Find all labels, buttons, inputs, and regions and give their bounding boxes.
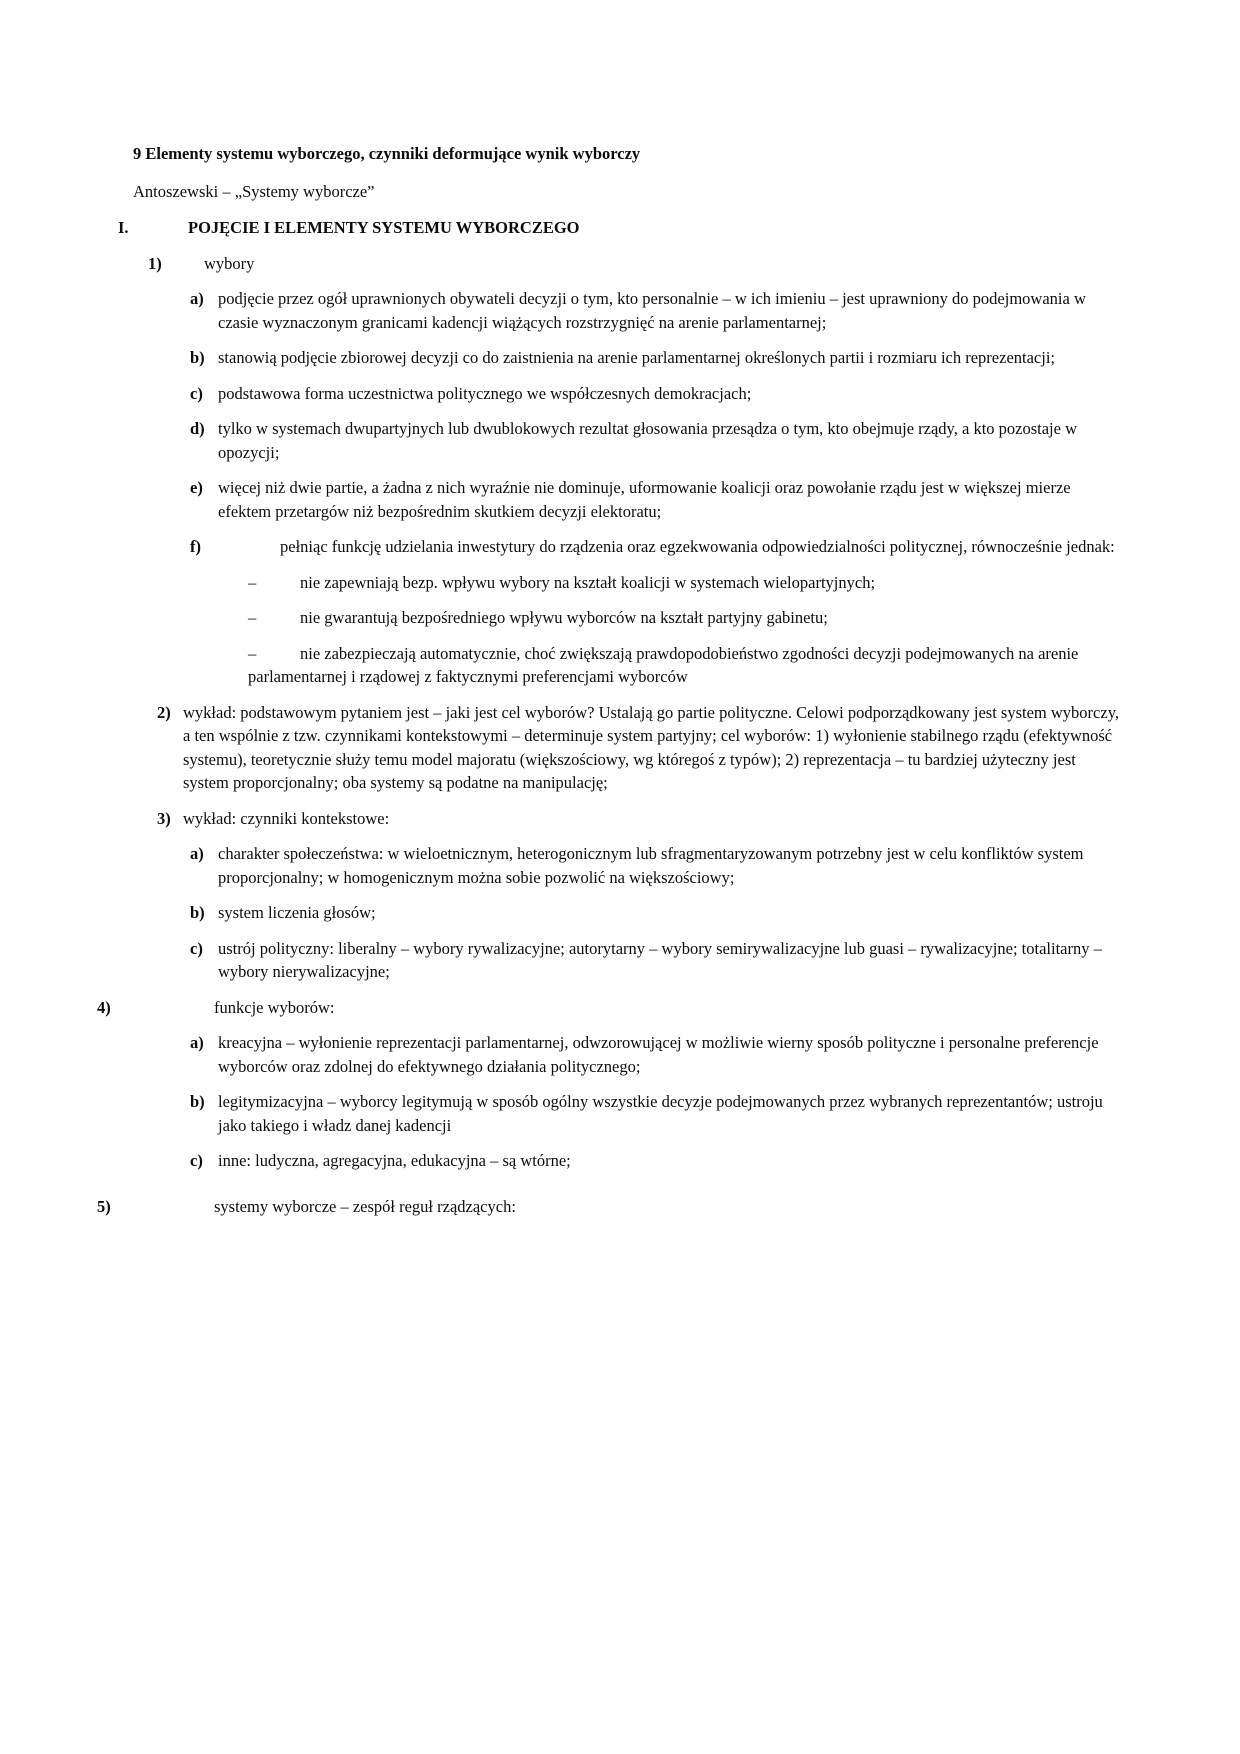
outline-item-label: 2) [157,702,171,722]
outline-item-label: a) [190,1033,204,1052]
outline-item-text: kreacyjna – wyłonienie reprezentacji parlamentarnej, odwzorowującej w możliwie wierny sposób polityczne i personalne preferencje wyborców oraz zdolnej do efektywnego działania politycznego; [218,1033,1099,1076]
outline-item-text: nie zabezpieczają automatycznie, choć zwiększają prawdopodobieństwo zgodności decyzji podejmowanych na arenie parlamentarnej i rządowej z faktycznymi preferencjami wyborców [248,643,1079,686]
outline-item-text: nie zapewniają bezp. wpływu wybory na kształt koalicji w systemach wielopartyjnych; [300,572,876,592]
outline-item-label: 1) [148,253,162,273]
outline-item-label: b) [190,903,205,922]
outline-item [0,901,1124,925]
outline-item-text: stanowią podjęcie zbiorowej decyzji co do zaistnienia na arenie parlamentarnej określonych partii i rozmiaru ich reprezentacji; [218,348,1056,367]
outline-item-text: funkcje wyborów: [214,997,335,1017]
outline-item [0,996,1124,1020]
outline-item-text: inne: ludyczna, agregacyjna, edukacyjna – są wtórne; [218,1151,571,1170]
outline-item [0,476,1124,523]
outline-item-label: a) [190,289,204,308]
outline-item [0,1195,1124,1219]
outline-item-text: pełniąc funkcję udzielania inwestytury do rządzenia oraz egzekwowania odpowiedzialności politycznej, równocześnie jednak: [280,537,1115,556]
outline-item-label: c) [190,1151,203,1170]
section-heading-text: POJĘCIE I ELEMENTY SYSTEMU WYBORCZEGO [188,218,580,237]
outline-item-text: charakter społeczeństwa: w wieloetnicznym, heterogonicznym lub sfragmentaryzowanym potrzebny jest w celu konfliktów system proporcjonalny; w homogenicznym można sobie pozwolić na większościowy; [218,844,1084,887]
outline-item [0,642,1124,689]
outline-item [0,346,1124,370]
outline-item-label: c) [190,938,203,958]
outline-item-text: wybory [204,253,255,273]
outline-item [0,382,1124,406]
outline-item-text: ustrój polityczny: liberalny – wybory rywalizacyjne; autorytarny – wybory semirywalizacyjne lub guasi – rywalizacyjne; totalitarny – wybory nierywalizacyjne; [218,938,1102,981]
outline-item [0,417,1124,464]
outline-item-label: c) [190,383,203,403]
outline-item [0,842,1124,889]
outline-item [0,287,1124,334]
outline-item-label: 3) [157,808,171,828]
dash-bullet: – [248,608,257,627]
section-heading [0,216,1124,240]
outline-item-label: 4) [97,997,111,1017]
section-heading-label: I. [118,218,129,237]
doc-subtitle: Antoszewski – „Systemy wyborcze” [133,181,375,201]
outline-item-label: 5) [97,1196,111,1216]
outline-item [0,937,1124,984]
outline-item-text: systemy wyborcze – zespół reguł rządzących: [214,1196,516,1216]
outline-item-text: tylko w systemach dwupartyjnych lub dwublokowych rezultat głosowania przesądza o tym, kto obejmuje rządy, a kto pozostaje w opozycji; [218,419,1077,462]
outline-item-label: e) [190,478,203,497]
outline-item-text: wykład: czynniki kontekstowe: [183,808,390,828]
outline-item-label: b) [190,1092,205,1111]
outline-item-text: wykład: podstawowym pytaniem jest – jaki jest cel wyborów? Ustalają go partie polityczne. Celowi podporządkowany jest system wyborczy, a ten wspólnie z tzw. czynnikami kontekstowymi – determinuje system partyjny; cel wyborów: 1) wyłonienie stabilnego rządu (efektywność systemu), teoretycznie służy temu model majoratu (większościowy, wg któregoś z typów); 2) reprezentacja – tu bardziej użyteczny jest system proporcjonalny; oba systemy są podatne na manipulację; [183,702,1119,792]
doc-title: 9 Elementy systemu wyborczego, czynniki deformujące wynik wyborczy [133,144,641,163]
outline-item [0,701,1124,795]
outline-item-text: podstawowa forma uczestnictwa politycznego we współczesnych demokracjach; [218,383,752,403]
outline-item-text: nie gwarantują bezpośredniego wpływu wyborców na kształt partyjny gabinetu; [300,608,828,627]
outline-item [0,1090,1124,1137]
outline-item [0,252,1124,276]
outline-item-text: podjęcie przez ogół uprawnionych obywateli decyzji o tym, kto personalnie – w ich imieniu – jest uprawniony do podejmowania w czasie wyznaczonym granicami kadencji wiążących rozstrzygnięć na arenie parlamentarnej; [218,289,1086,332]
outline-item-text: legitymizacyjna – wyborcy legitymują w sposób ogólny wszystkie decyzje podejmowanych przez wybranych reprezentantów; ustroju jako takiego i władz danej kadencji [218,1092,1103,1135]
outline-item [0,1031,1124,1078]
outline-item [0,1149,1124,1173]
dash-bullet: – [248,572,257,592]
outline-item-text: więcej niż dwie partie, a żadna z nich wyraźnie nie dominuje, uformowanie koalicji oraz powołanie rządu jest w większej mierze efektem przetargów niż bezpośrednim skutkiem decyzji elektoratu; [218,478,1071,521]
outline-item-label: f) [190,537,201,556]
outline-item-text: system liczenia głosów; [218,903,376,922]
outline-item [0,535,1124,559]
outline-item [0,807,1124,831]
dash-bullet: – [248,643,257,663]
outline-item-label: b) [190,348,205,367]
outline-item-label: a) [190,844,204,863]
outline-item-label: d) [190,419,205,438]
outline-item [0,606,1124,630]
outline-item [0,571,1124,595]
